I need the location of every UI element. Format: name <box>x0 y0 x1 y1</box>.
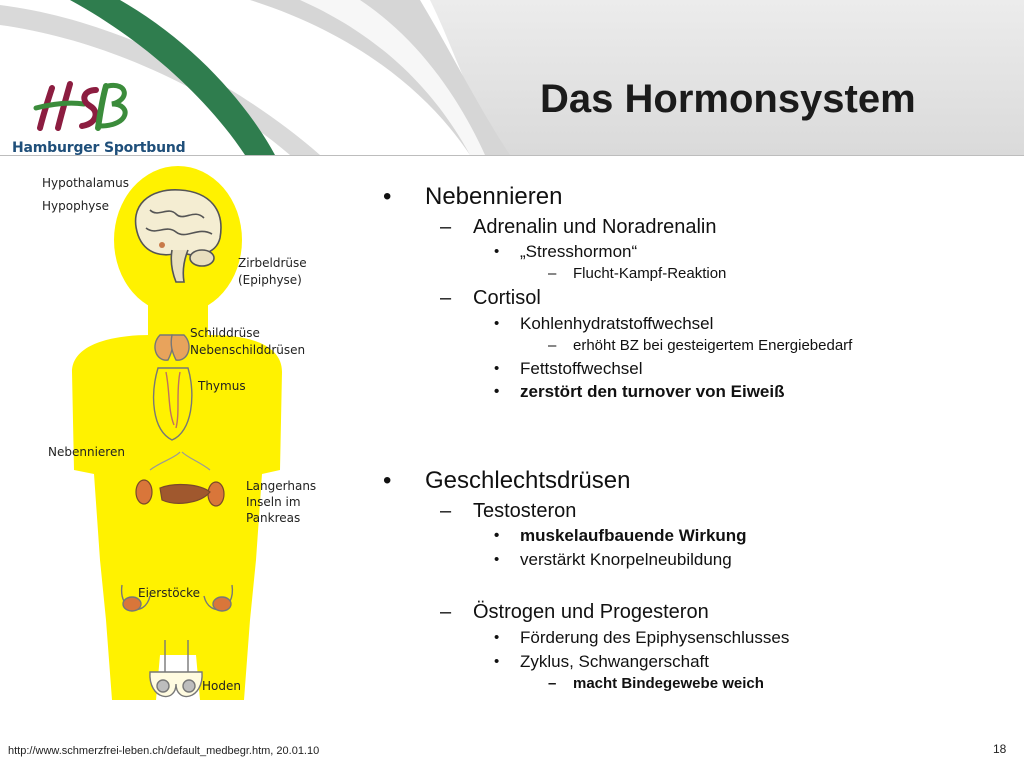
list-item-l3: • zerstört den turnover von Eiweiß <box>520 382 785 402</box>
label-epiphyse: (Epiphyse) <box>238 273 302 287</box>
label-nebenschilddruesen: Nebenschilddrüsen <box>190 343 306 357</box>
list-item-l4: – macht Bindegewebe weich <box>573 675 764 693</box>
label-hypophyse: Hypophyse <box>42 199 110 213</box>
label-schilddruese: Schilddrüse <box>190 326 260 340</box>
list-item-l2: – Östrogen und Progesteron <box>473 600 709 624</box>
list-item-l3: • verstärkt Knorpelneubildung <box>520 550 732 570</box>
list-item-l2: – Testosteron <box>473 499 576 523</box>
label-hypothalamus: Hypothalamus <box>42 176 129 190</box>
list-item-l3: • „Stresshormon“ <box>520 242 637 262</box>
list-item-l3: • Zyklus, Schwangerschaft <box>520 652 709 672</box>
label-nebennieren: Nebennieren <box>48 445 125 459</box>
list-item-l2: – Adrenalin und Noradrenalin <box>473 215 717 239</box>
list-item-l2: – Cortisol <box>473 286 541 310</box>
logo-org-name: Hamburger Sportbund <box>12 140 186 156</box>
label-thymus: Thymus <box>198 379 246 393</box>
label-hoden: Hoden <box>202 679 241 693</box>
section-title: • Nebennieren <box>425 183 562 211</box>
list-item-l3: • Kohlenhydratstoffwechsel <box>520 314 713 334</box>
label-inseln-im: Inseln im <box>246 495 301 509</box>
section-title: • Geschlechtsdrüsen <box>425 467 630 495</box>
list-item-l3: • Förderung des Epiphysenschlusses <box>520 628 789 648</box>
list-item-l4: – Flucht-Kampf-Reaktion <box>573 265 726 283</box>
label-zirbeldruese: Zirbeldrüse <box>238 256 307 270</box>
label-eierstoecke: Eierstöcke <box>138 586 201 600</box>
label-langerhans: Langerhans <box>246 479 317 493</box>
page-number: 18 <box>993 742 1007 756</box>
list-item-l3: • Fettstoffwechsel <box>520 359 643 379</box>
label-pankreas: Pankreas <box>246 511 301 525</box>
list-item-l4: – erhöht BZ bei gesteigertem Energiebedarf <box>573 337 852 355</box>
footer-source: http://www.schmerzfrei-leben.ch/default_medbegr.htm, 20.01.10 <box>8 745 320 757</box>
hsb-logo-mark <box>36 84 125 128</box>
list-item-l3: • muskelaufbauende Wirkung <box>520 526 747 546</box>
slide-title: Das Hormonsystem <box>540 77 916 121</box>
